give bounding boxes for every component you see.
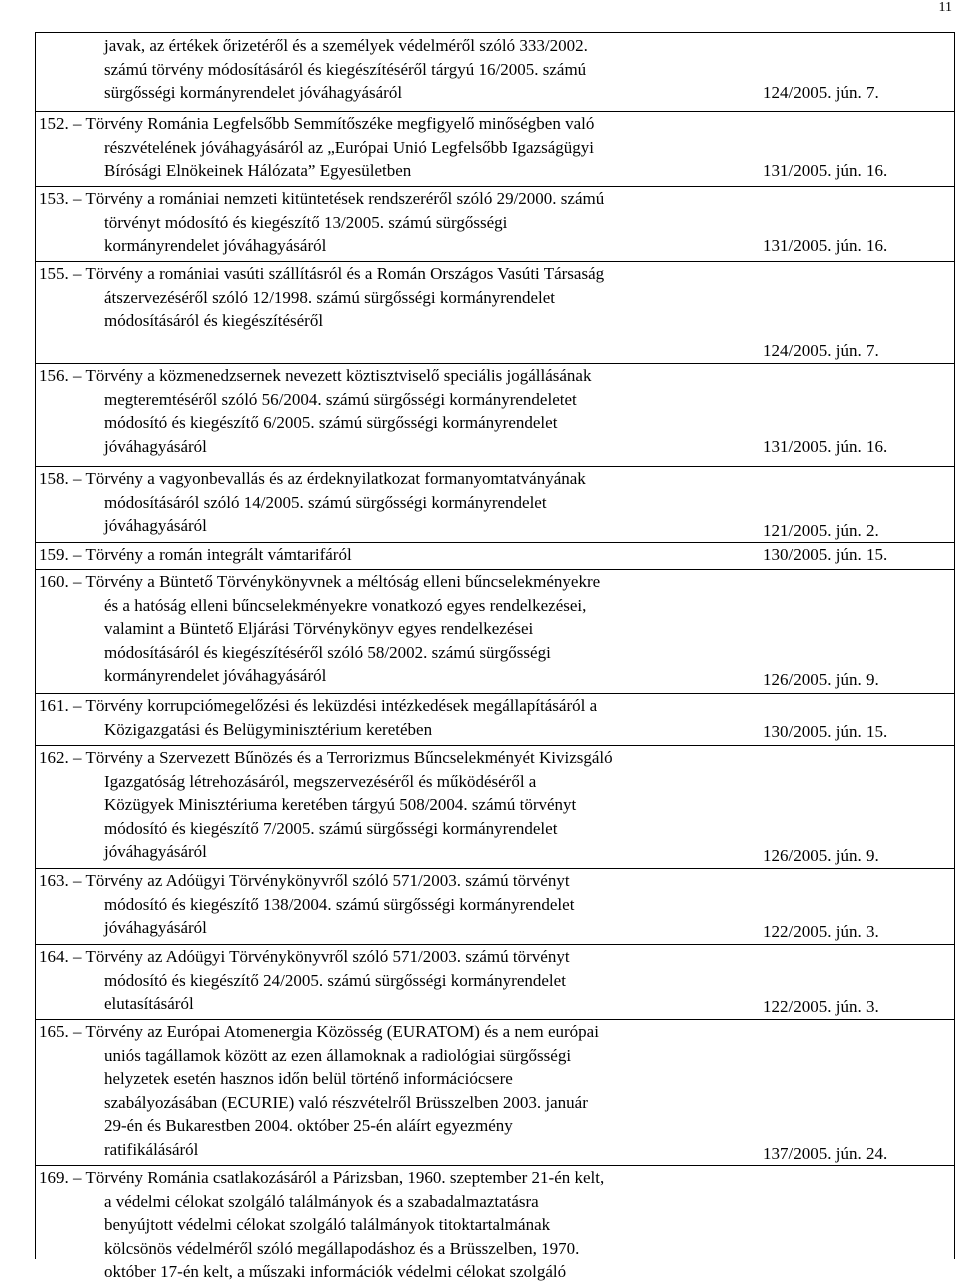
legislation-table — [35, 32, 955, 1282]
entry-text: 163. – Törvény az Adóügyi Törvénykönyvről szóló 571/2003. számú törvényt módosító és kiegészítő 138/2004. számú sürgősségi kormányrendelet jóváhagyásáról — [39, 871, 575, 938]
entry-text: 165. – Törvény az Európai Atomenergia Közösség (EURATOM) és a nem európai uniós tagállamok között az ezen államoknak a radiológiai sürgősségi helyzetek esetén hasznos időn belül történő információcsere szabályozásában (ECURIE) való részvételről Brüsszelben 2003. január 29-én és Bukarestben 2004. október 25-én aláírt egyezmény ratifikálásáról — [39, 1022, 599, 1159]
table-row — [36, 944, 954, 1019]
table-row — [36, 466, 954, 542]
table-row — [36, 111, 954, 186]
table-row — [36, 186, 954, 261]
entry-text: 161. – Törvény korrupciómegelőzési és leküzdési intézkedések megállapításáról a Közigazgatási és Belügyminisztérium keretében — [39, 696, 598, 739]
entry-date: 121/2005. jún. 2. — [763, 521, 879, 540]
entry-text: 169. – Törvény Románia csatlakozásáról a Párizsban, 1960. szeptember 21-én kelt, a védelmi célokat szolgáló találmányok és a szabadalmaztatásra benyújtott védelmi célokat szolgáló találmányok titoktartalmának kölcsönös védelméről szóló megállapodáshoz és a Brüsszelben, 1970. október 17-én kelt, a műszaki információk védelmi célokat szolgáló — [39, 1168, 605, 1282]
entry-text: 156. – Törvény a közmenedzsernek nevezett köztisztviselő speciális jogállásának megteremtéséről szóló 56/2004. számú sürgősségi kormányrendeletet módosító és kiegészítő 6/2005. számú sürgősségi kormányrendelet jóváhagyásáról — [39, 366, 592, 456]
entry-text: 155. – Törvény a romániai vasúti szállításról és a Román Országos Vasúti Társaság átszervezéséről szóló 12/1998. számú sürgősségi kormányrendelet módosításáról és kiegészítéséről — [39, 264, 605, 331]
entry-date: 124/2005. jún. 7. — [763, 83, 879, 102]
entry-date: 122/2005. jún. 3. — [763, 922, 879, 941]
table-row — [36, 261, 954, 363]
entry-text: 164. – Törvény az Adóügyi Törvénykönyvről szóló 571/2003. számú törvényt módosító és kiegészítő 24/2005. számú sürgősségi kormányrendelet elutasításáról — [39, 947, 570, 1014]
table-row — [36, 33, 954, 111]
entry-date: 126/2005. jún. 9. — [763, 670, 879, 689]
entry-text: javak, az értékek őrizetéről és a személyek védelméről szóló 333/2002. számú törvény módosításáról és kiegészítéséről tárgyú 16/2005. számú sürgősségi kormányrendelet jóváhagyásáról — [104, 36, 588, 103]
table-row — [36, 693, 954, 745]
entry-date: 131/2005. jún. 16. — [763, 236, 888, 255]
table-row — [36, 1165, 954, 1282]
entry-date: 131/2005. jún. 16. — [763, 161, 888, 180]
entry-date: 137/2005. jún. 24. — [763, 1144, 888, 1163]
entry-date: 131/2005. jún. 16. — [763, 437, 888, 456]
entry-text: 158. – Törvény a vagyonbevallás és az érdeknyilatkozat formanyomtatványának módosításáról szóló 14/2005. számú sürgősségi kormányrendelet jóváhagyásáról — [39, 469, 586, 536]
entry-text: 152. – Törvény Románia Legfelsőbb Semmítőszéke megfigyelő minőségben való részvételének jóváhagyásáról az „Európai Unió Legfelsőbb Igazságügyi Bírósági Elnökeinek Hálózata” Egyesületben — [39, 114, 595, 181]
entry-date: 130/2005. jún. 15. — [763, 722, 888, 741]
table-row — [36, 363, 954, 466]
entry-date: 126/2005. jún. 9. — [763, 846, 879, 865]
table-row — [36, 745, 954, 868]
entry-text: 153. – Törvény a romániai nemzeti kitüntetések rendszeréről szóló 29/2000. számú törvényt módosító és kiegészítő 13/2005. számú sürgősségi kormányrendelet jóváhagyásáról — [39, 189, 605, 256]
table-row — [36, 542, 954, 569]
table-row — [36, 569, 954, 693]
entry-date: 124/2005. jún. 7. — [763, 341, 879, 360]
entry-date: 122/2005. jún. 3. — [763, 997, 879, 1016]
entry-text: 162. – Törvény a Szervezett Bűnözés és a Terrorizmus Bűncselekményét Kivizsgáló Igazgatóság létrehozásáról, megszervezéséről és működéséről a Közügyek Minisztériuma keretében tárgyú 508/2004. számú törvényt módosító és kiegészítő 7/2005. számú sürgősségi kormányrendelet jóváhagyásáról — [39, 748, 613, 862]
entry-text: 160. – Törvény a Büntető Törvénykönyvnek a méltóság elleni bűncselekményekre és a hatóság elleni bűncselekményekre vonatkozó egyes rendelkezései, valamint a Büntető Eljárási Törvénykönyv egyes rendelkezései módosításáról és kiegészítéséről szóló 58/2002. számú sürgősségi kormányrendelet jóváhagyásáról — [39, 572, 601, 686]
entry-text: 159. – Törvény a román integrált vámtarifáról — [39, 545, 352, 564]
table-row — [36, 868, 954, 944]
entry-date: 130/2005. jún. 15. — [763, 545, 888, 564]
table-row — [36, 1019, 954, 1165]
page-number: 11 — [938, 0, 952, 15]
